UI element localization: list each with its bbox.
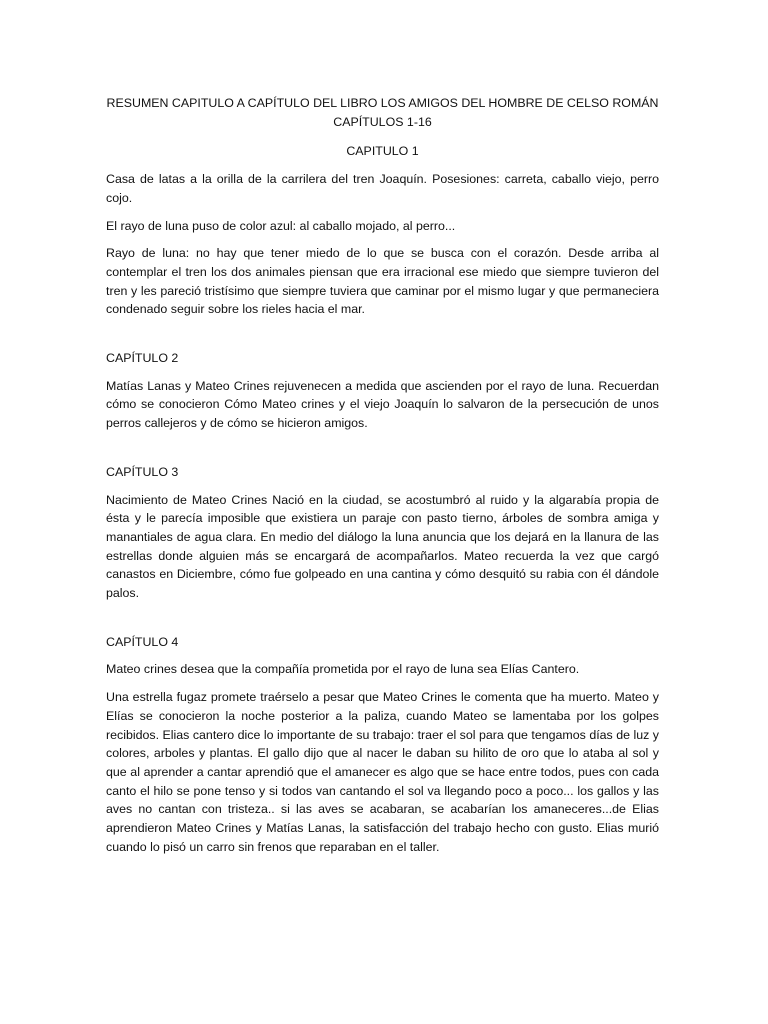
chapter-paragraph: Una estrella fugaz promete traérselo a pesar que Mateo Crines le comenta que ha muerto. Mateo y Elías se conocieron la noche posterior a la paliza, cuando Mateo se lamentaba por los golpes recibidos. Elias cantero dice lo importante de su trabajo: traer el sol para que tengamos días de luz y colores, arboles y plantas. El gallo dijo que al nacer le daban su hilito de oro que lo ataba al sol y que al aprender a cantar aprendió que el amanecer es algo que se hace entre todos, pues con cada canto el hilo se pone tenso y si todos van cantando el sol va llegando poco a poco... los gallos y las aves no cantan con tristeza.. si las aves se acabaran, se acabarían los amaneceres...de Elias aprendieron Mateo Crines y Matías Lanas, la satisfacción del trabajo hecho con gusto. Elias murió cuando lo pisó un carro sin frenos que reparaban en el taller.	[106, 690, 659, 854]
document-subtitle: CAPÍTULOS 1-16	[333, 114, 432, 129]
chapter-paragraph: El rayo de luna puso de color azul: al caballo mojado, al perro...	[106, 218, 456, 233]
chapter-heading: CAPÍTULO 3	[106, 464, 179, 479]
chapter-paragraph: Casa de latas a la orilla de la carrilera del tren Joaquín. Posesiones: carreta, caballo viejo, perro cojo.	[106, 172, 659, 205]
chapter-paragraph: Matías Lanas y Mateo Crines rejuvenecen a medida que ascienden por el rayo de luna. Recuerdan cómo se conocieron Cómo Mateo crines y el viejo Joaquín lo salvaron de la persecución de unos perros callejeros y de cómo se hicieron amigos.	[106, 378, 659, 431]
chapter-paragraph: Rayo de luna: no hay que tener miedo de lo que se busca con el corazón. Desde arriba al contemplar el tren los dos animales piensan que era irracional ese miedo que siempre tuvieron del tren y les pareció tristísimo que siempre tuviera que caminar por el mismo lugar y que permaneciera condenado seguir sobre los rieles hacia el mar.	[106, 246, 659, 317]
chapter-heading: CAPITULO 1	[346, 144, 419, 159]
chapter-paragraph: Nacimiento de Mateo Crines Nació en la ciudad, se acostumbró al ruido y la algarabía propia de ésta y le parecía imposible que existiera un paraje con pasto tierno, árboles de sombra amiga y manantiales de agua clara. En medio del diálogo la luna anuncia que los dejará en la llanura de las estrellas donde alguien más se encargará de acompañarlos. Mateo recuerda la vez que cargó canastos en Diciembre, cómo fue golpeado en una cantina y cómo desquitó su rabia con él dándole palos.	[106, 492, 659, 601]
document-title: RESUMEN CAPITULO A CAPÍTULO DEL LIBRO LOS AMIGOS DEL HOMBRE DE CELSO ROMÁN	[106, 96, 659, 110]
chapter-heading: CAPÍTULO 4	[106, 634, 179, 649]
document-page	[106, 94, 659, 857]
chapter-heading: CAPÍTULO 2	[106, 351, 179, 366]
chapter-paragraph: Mateo crines desea que la compañía prometida por el rayo de luna sea Elías Cantero.	[106, 662, 580, 677]
